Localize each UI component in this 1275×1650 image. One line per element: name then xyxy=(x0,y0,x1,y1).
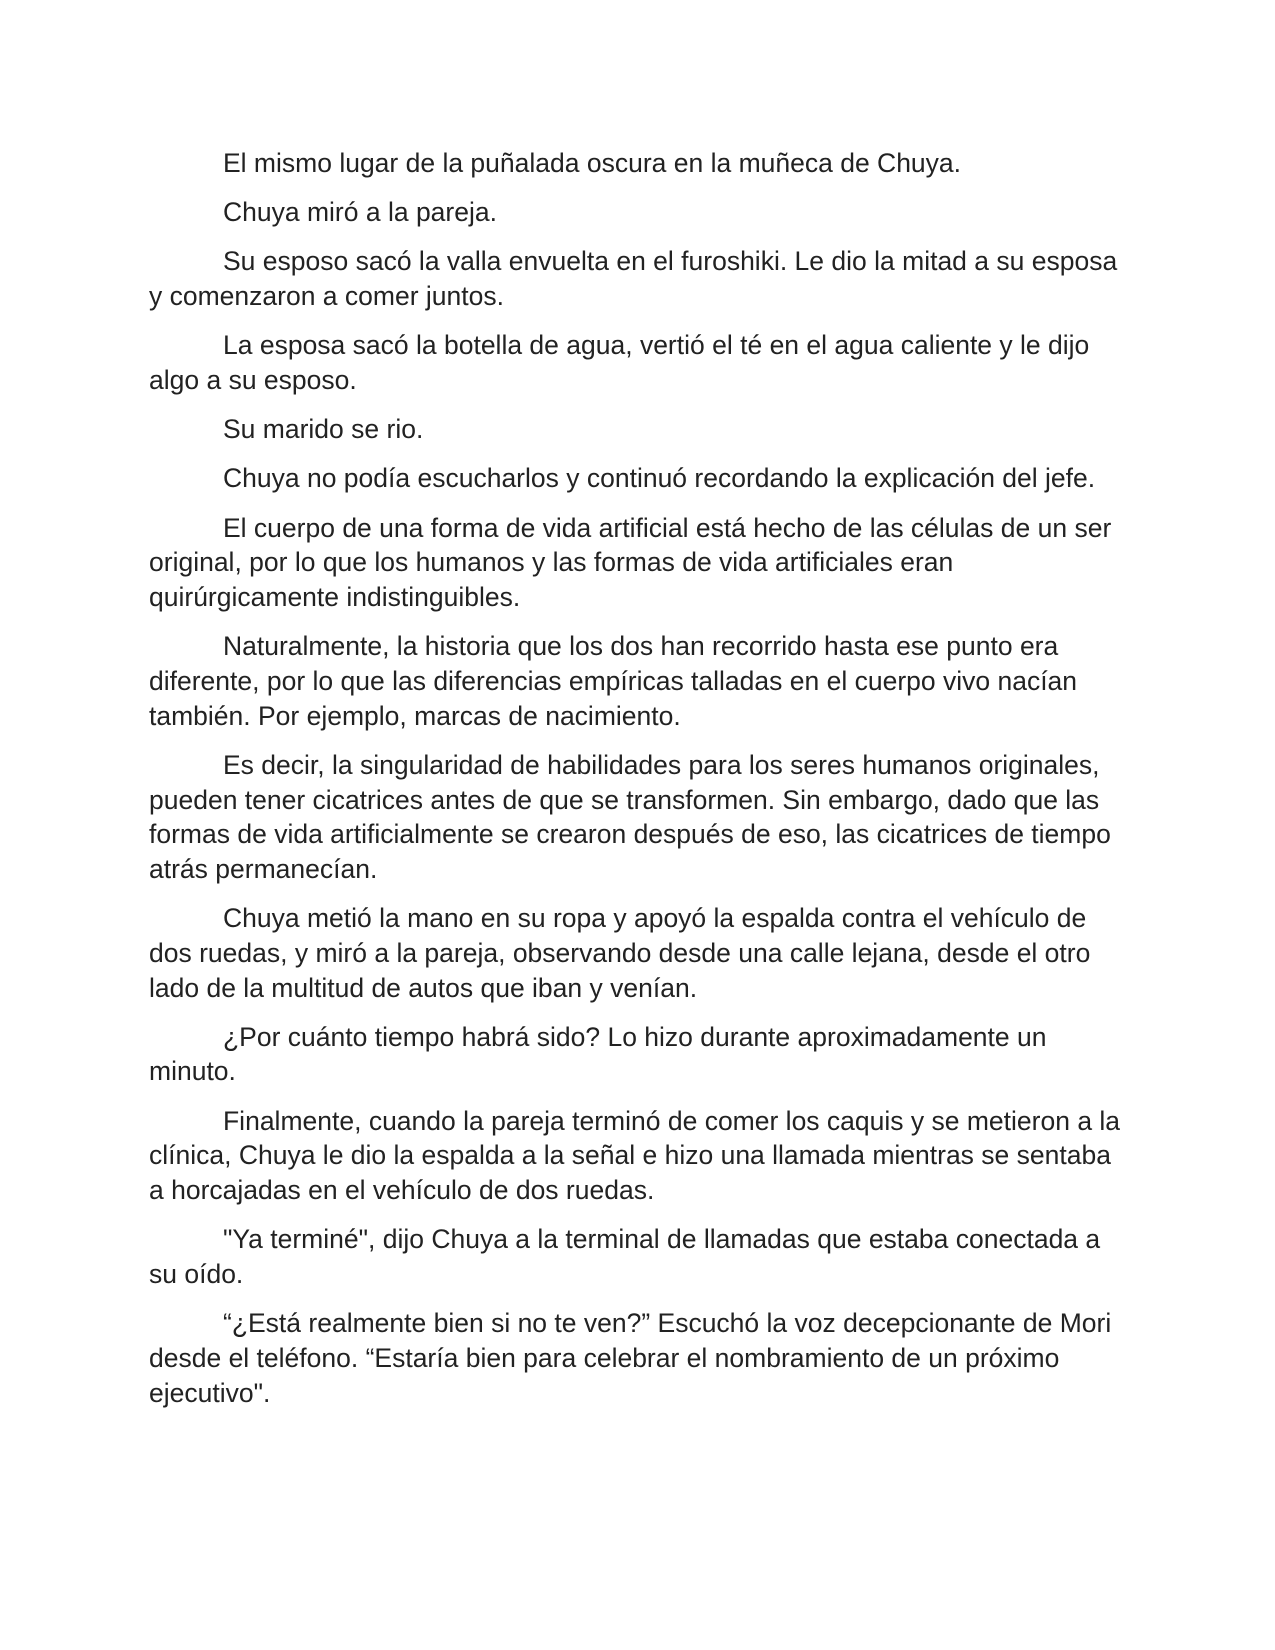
paragraph: ¿Por cuánto tiempo habrá sido? Lo hizo durante aproximadamente un minuto. xyxy=(149,1021,1047,1087)
paragraph: El cuerpo de una forma de vida artificial está hecho de las células de un ser original, por lo que los humanos y las formas de vida artificiales eran quirúrgicamente indistinguibles. xyxy=(149,512,1112,613)
paragraph: Chuya no podía escucharlos y continuó recordando la explicación del jefe. xyxy=(223,463,1096,494)
paragraph: La esposa sacó la botella de agua, vertió el té en el agua caliente y le dijo algo a su esposo. xyxy=(149,330,1090,396)
paragraph: Finalmente, cuando la pareja terminó de comer los caquis y se metieron a la clínica, Chuya le dio la espalda a la señal e hizo una llamada mientras se sentaba a horcajadas en el vehículo de dos ruedas. xyxy=(149,1105,1121,1206)
paragraph: Naturalmente, la historia que los dos han recorrido hasta ese punto era diferente, por lo que las diferencias empíricas talladas en el cuerpo vivo nacían también. Por ejemplo, marcas de nacimiento. xyxy=(149,631,1078,731)
paragraph: Chuya miró a la pareja. xyxy=(223,197,497,228)
paragraph: Su marido se rio. xyxy=(223,414,424,445)
paragraph: Es decir, la singularidad de habilidades para los seres humanos originales, pueden tener cicatrices antes de que se transformen. Sin embargo, dado que las formas de vida artificialmente se crearon después de eso, las cicatrices de tiempo atrás permanecían. xyxy=(149,749,1111,884)
paragraph: “¿Está realmente bien si no te ven?” Escuchó la voz decepcionante de Mori desde el teléfono. “Estaría bien para celebrar el nombramiento de un próximo ejecutivo". xyxy=(149,1308,1112,1408)
paragraph: Su esposo sacó la valla envuelta en el furoshiki. Le dio la mitad a su esposa y comenzaron a comer juntos. xyxy=(149,246,1118,312)
document-body xyxy=(149,146,1129,1425)
paragraph: "Ya terminé", dijo Chuya a la terminal de llamadas que estaba conectada a su oído. xyxy=(149,1224,1101,1289)
paragraph: Chuya metió la mano en su ropa y apoyó la espalda contra el vehículo de dos ruedas, y miró a la pareja, observando desde una calle lejana, desde el otro lado de la multitud de autos que iban y venían. xyxy=(149,903,1091,1003)
paragraph: El mismo lugar de la puñalada oscura en la muñeca de Chuya. xyxy=(223,148,962,178)
